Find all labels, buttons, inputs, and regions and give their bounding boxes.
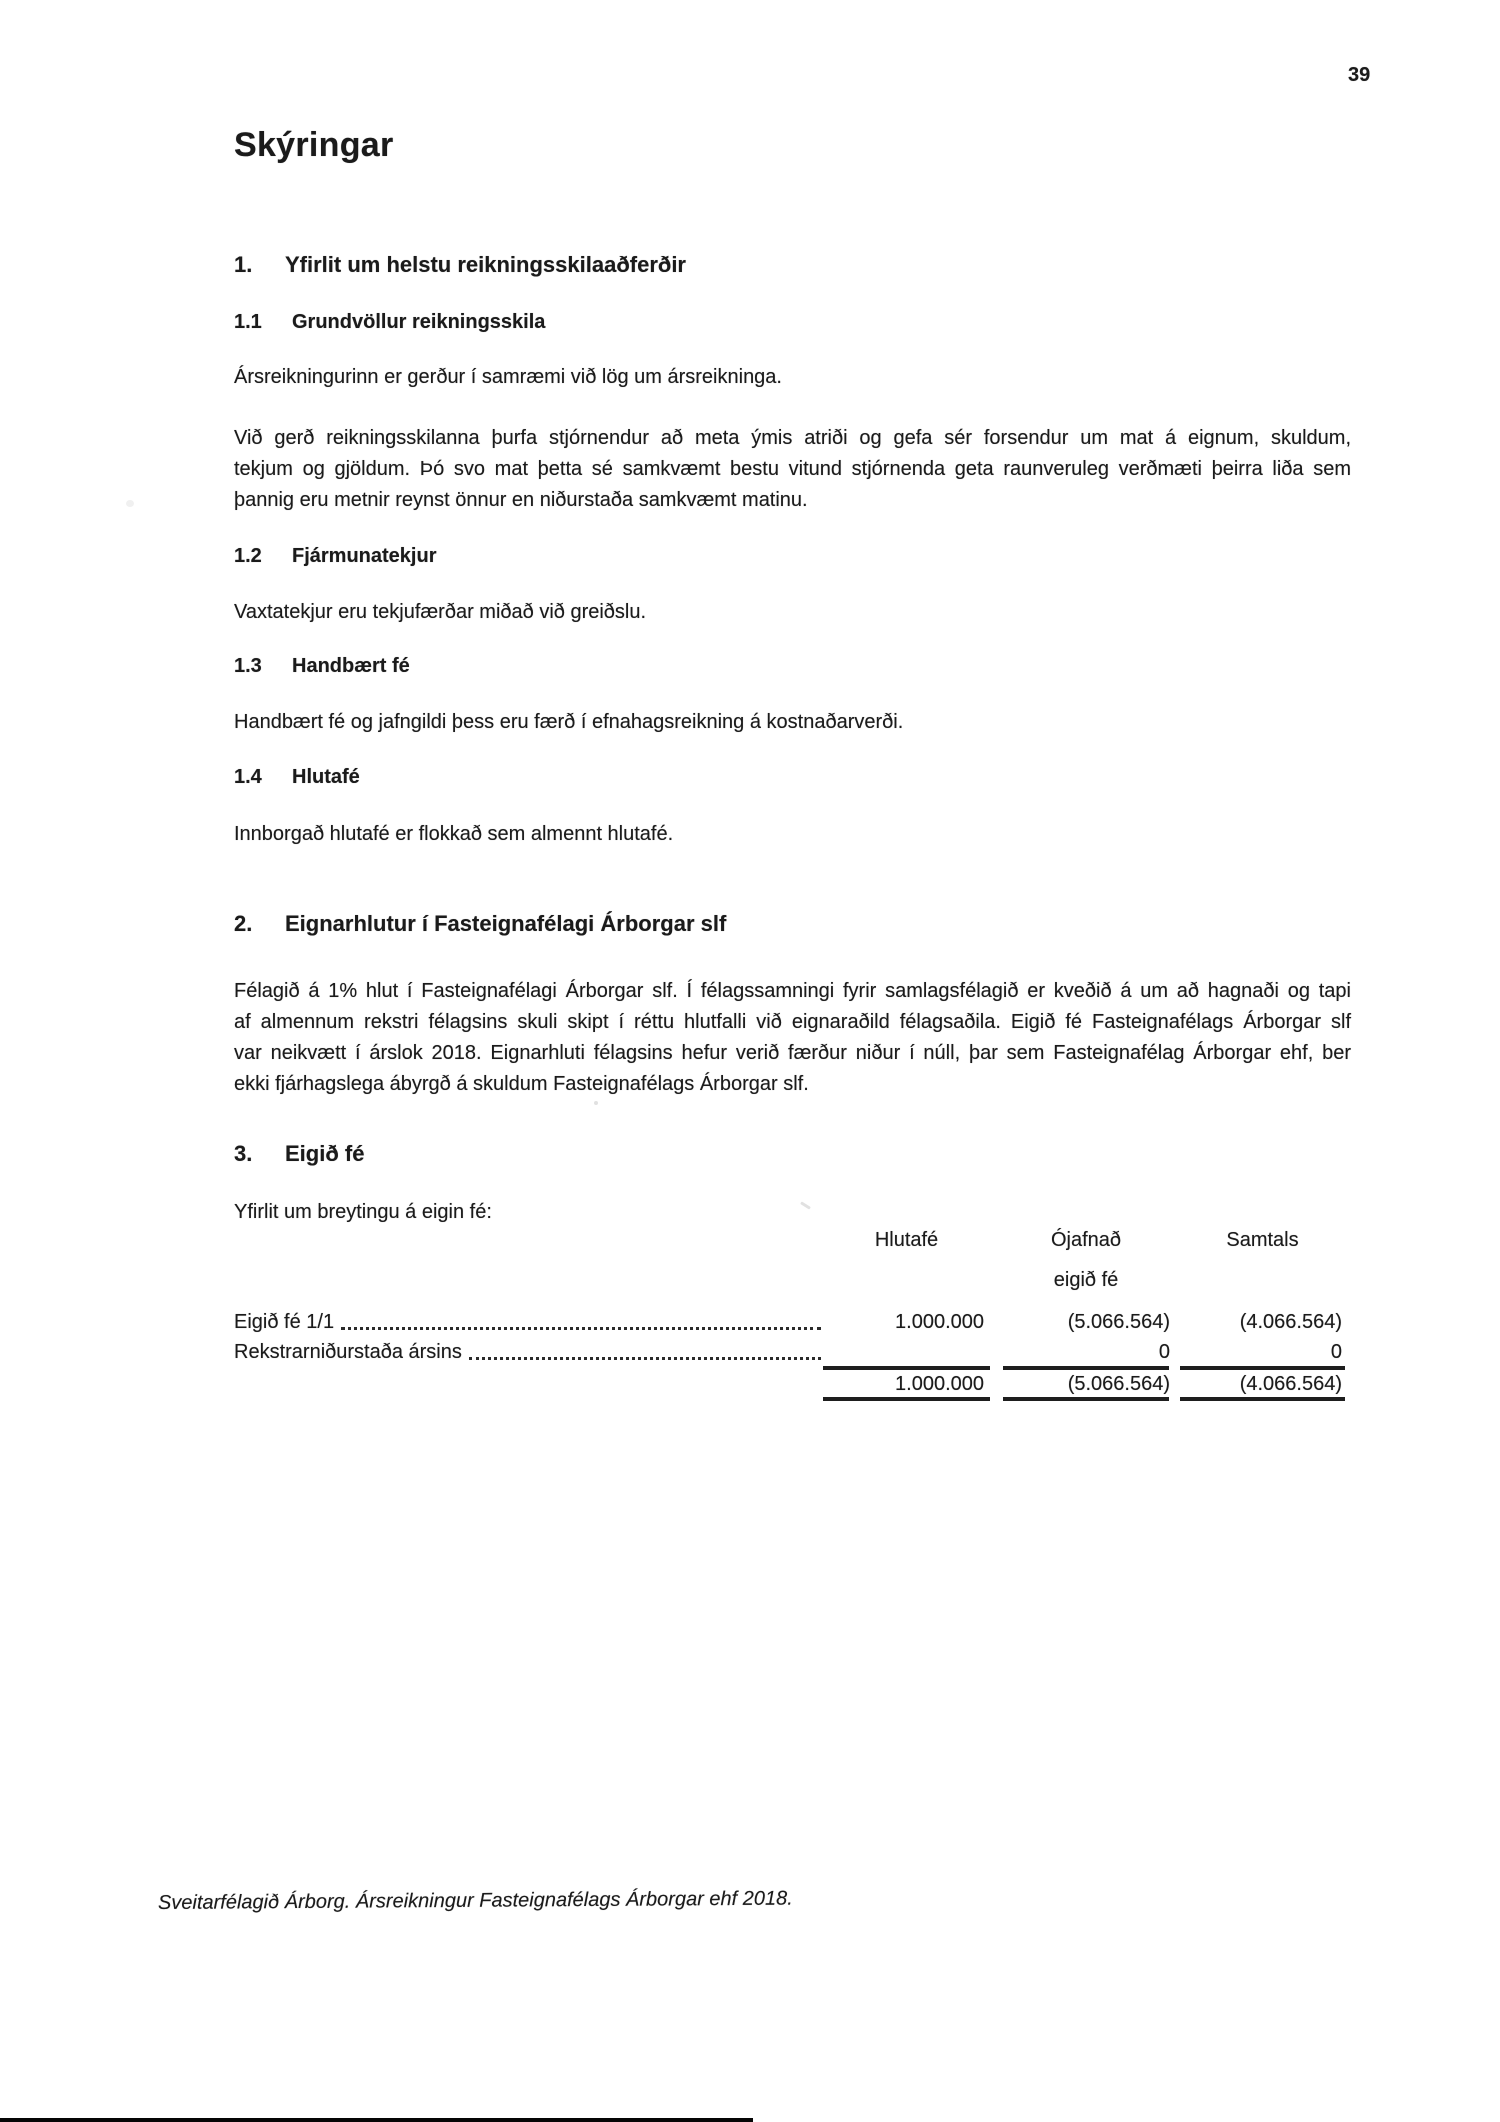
total-rule-top	[1003, 1366, 1169, 1370]
cell-value: 0	[1330, 1341, 1342, 1363]
column-header-ojafnad: Ójafnað	[1050, 1229, 1122, 1251]
total-rule-bottom	[1003, 1397, 1169, 1401]
scan-artifact-strip	[0, 2118, 753, 2122]
paragraph-share-capital: Innborgað hlutafé er flokkað sem almennt hlutafé.	[234, 823, 674, 845]
paragraph-line: ekki fjárhagslega ábyrgð á skuldum Fasteignafélags Árborgar slf.	[234, 1073, 809, 1095]
dotted-leader	[469, 1356, 821, 1360]
total-rule-bottom	[1180, 1397, 1345, 1401]
dotted-leader	[341, 1326, 821, 1330]
subsection-title: Fjármunatekjur	[292, 545, 437, 567]
subsection-heading-1-4	[234, 766, 360, 789]
section-heading-2	[234, 911, 726, 937]
subsection-title: Grundvöllur reikningsskila	[292, 311, 546, 333]
cell-value: 1.000.000	[895, 1311, 984, 1333]
row-label: Eigið fé 1/1	[234, 1311, 335, 1333]
section-title: Yfirlit um helstu reikningsskilaaðferðir	[285, 252, 686, 277]
total-rule-top	[823, 1366, 990, 1370]
subsection-heading-1-1	[234, 311, 545, 334]
subsection-number: 1.1	[234, 311, 262, 333]
paragraph-estimates	[234, 423, 1351, 516]
total-rule-bottom	[823, 1397, 990, 1401]
section-heading-1	[234, 252, 686, 278]
page-number: 39	[1348, 64, 1371, 86]
paragraph-line: tekjum og gjöldum. Þó svo mat þetta sé samkvæmt bestu vitund stjórnenda geta raunveruleg verðmæti þeirra liða sem	[234, 458, 1351, 480]
subsection-heading-1-3	[234, 655, 410, 678]
section-title: Eignarhlutur í Fasteignafélagi Árborgar slf	[285, 911, 727, 936]
paragraph-ownership-interest	[234, 976, 1351, 1100]
subsection-number: 1.3	[234, 655, 262, 677]
scan-speck	[594, 1101, 598, 1105]
total-value: (5.066.564)	[1067, 1373, 1170, 1395]
paragraph-basis-of-accounting: Ársreikningurinn er gerður í samræmi við lög um ársreikninga.	[234, 366, 782, 388]
section-title: Eigið fé	[285, 1141, 365, 1166]
subsection-heading-1-2	[234, 545, 436, 568]
paragraph-line: Félagið á 1% hlut í Fasteignafélagi Árborgar slf. Í félagssamningi fyrir samlagsfélagið er kveðið á um að hagnaði og tapi	[234, 980, 1351, 1002]
table-row-result-of-year	[234, 1341, 822, 1364]
cell-value: (4.066.564)	[1239, 1311, 1342, 1333]
paragraph-line: var neikvætt í árslok 2018. Eignarhluti félagsins hefur verið færður niður í núll, þar sem Fasteignafélag Árborgar ehf, ber	[234, 1042, 1351, 1064]
cell-value: 0	[1158, 1341, 1170, 1363]
paragraph-line: af almennum rekstri félagsins skuli skipt í réttu hlutfalli við eignaraðild félagsaðila. Eigið fé Fasteignafélags Árborgar slf	[234, 1011, 1351, 1033]
section-number: 2.	[234, 911, 253, 936]
subsection-number: 1.4	[234, 766, 262, 788]
scan-speck	[800, 1201, 811, 1209]
total-rule-top	[1180, 1366, 1345, 1370]
column-header-ojafnad-line2: eigið fé	[1053, 1269, 1119, 1291]
subsection-title: Handbært fé	[292, 655, 410, 677]
paragraph-line: þannig eru metnir reynst önnur en niðurstaða samkvæmt matinu.	[234, 489, 808, 511]
paragraph-financial-income: Vaxtatekjur eru tekjufærðar miðað við greiðslu.	[234, 601, 647, 623]
scan-speck	[126, 500, 134, 507]
subsection-number: 1.2	[234, 545, 262, 567]
column-header-samtals: Samtals	[1226, 1229, 1299, 1251]
subsection-title: Hlutafé	[292, 766, 360, 788]
total-value: (4.066.564)	[1239, 1373, 1342, 1395]
total-value: 1.000.000	[895, 1373, 984, 1395]
equity-table-intro: Yfirlit um breytingu á eigin fé:	[234, 1201, 492, 1223]
cell-value: (5.066.564)	[1067, 1311, 1170, 1333]
paragraph-cash: Handbært fé og jafngildi þess eru færð í efnahagsreikning á kostnaðarverði.	[234, 711, 904, 733]
section-heading-3	[234, 1141, 364, 1167]
section-number: 3.	[234, 1141, 253, 1166]
section-number: 1.	[234, 252, 253, 277]
footer-note: Sveitarfélagið Árborg. Ársreikningur Fasteignafélags Árborgar ehf 2018.	[157, 1887, 793, 1914]
row-label: Rekstrarniðurstaða ársins	[234, 1341, 462, 1363]
column-header-hlutafe: Hlutafé	[874, 1229, 939, 1251]
paragraph-line: Við gerð reikningsskilanna þurfa stjórnendur að meta ýmis atriði og gefa sér forsendur um mat á eignum, skuldum,	[234, 427, 1351, 449]
table-row-equity-jan1	[234, 1311, 822, 1334]
document-title: Skýringar	[234, 126, 394, 164]
